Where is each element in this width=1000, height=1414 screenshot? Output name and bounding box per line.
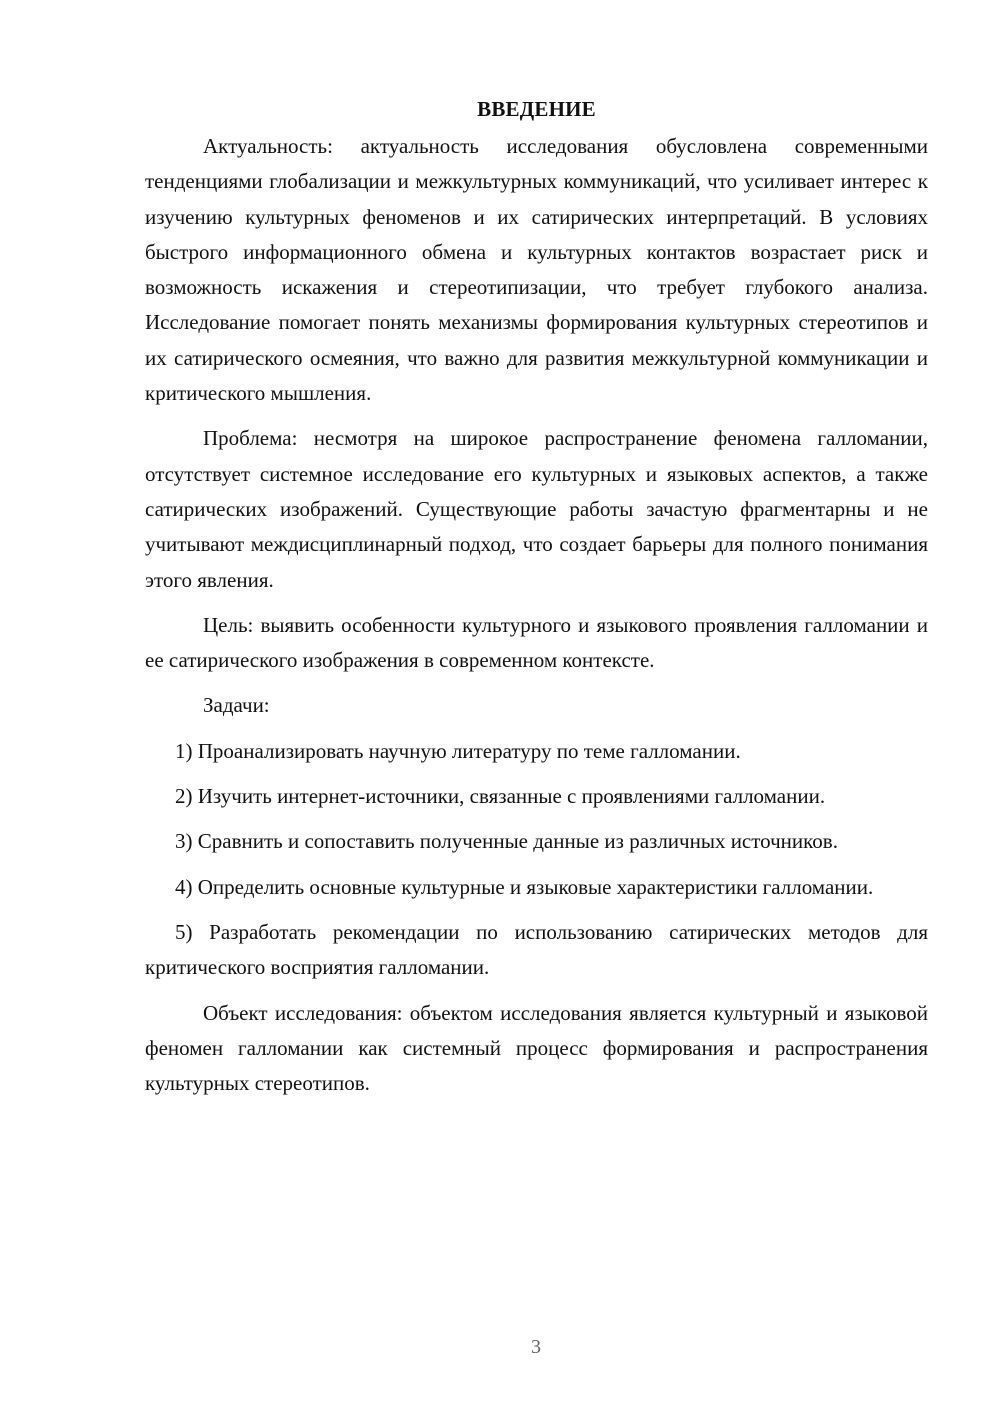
task-item-2: 2) Изучить интернет-источники, связанные с проявлениями галломании. xyxy=(175,784,826,809)
relevance-paragraph: Актуальность: актуальность исследования обусловлена современными тенденциями глобализации и межкультурных коммуникаций, что усиливает интерес к изучению культурных феноменов и их сатирических интерпретаций. В условиях быстрого информационного обмена и культурных контактов возрастает риск и возможность искажения и стереотипизации, что требует глубокого анализа. Исследование помогает понять механизмы формирования культурных стереотипов и их сатирического осмеяния, что важно для развития межкультурной коммуникации и критического мышления. xyxy=(145,134,928,406)
tasks-heading: Задачи: xyxy=(203,693,270,718)
page-content xyxy=(145,92,928,1101)
task-item-1: 1) Проанализировать научную литературу по теме галломании. xyxy=(175,738,741,763)
task-item-5: 5) Разработать рекомендации по использованию сатирических методов для критического восприятия галломании. xyxy=(145,919,928,980)
task-item-4: 4) Определить основные культурные и языковые характеристики галломании. xyxy=(175,874,874,899)
object-paragraph: Объект исследования: объектом исследования является культурный и языковой феномен галломании как системный процесс формирования и распространения культурных стереотипов. xyxy=(145,1000,928,1096)
problem-paragraph: Проблема: несмотря на широкое распространение феномена галломании, отсутствует системное исследование его культурных и языковых аспектов, а также сатирических изображений. Существующие работы зачастую фрагментарны и не учитывают междисциплинарный подход, что создает барьеры для полного понимания этого явления. xyxy=(145,426,928,592)
goal-paragraph: Цель: выявить особенности культурного и языкового проявления галломании и ее сатирического изображения в современном контексте. xyxy=(145,612,928,673)
section-heading: ВВЕДЕНИЕ xyxy=(477,97,596,121)
page-number: 3 xyxy=(531,1336,541,1358)
task-item-3: 3) Сравнить и сопоставить полученные данные из различных источников. xyxy=(175,829,838,854)
